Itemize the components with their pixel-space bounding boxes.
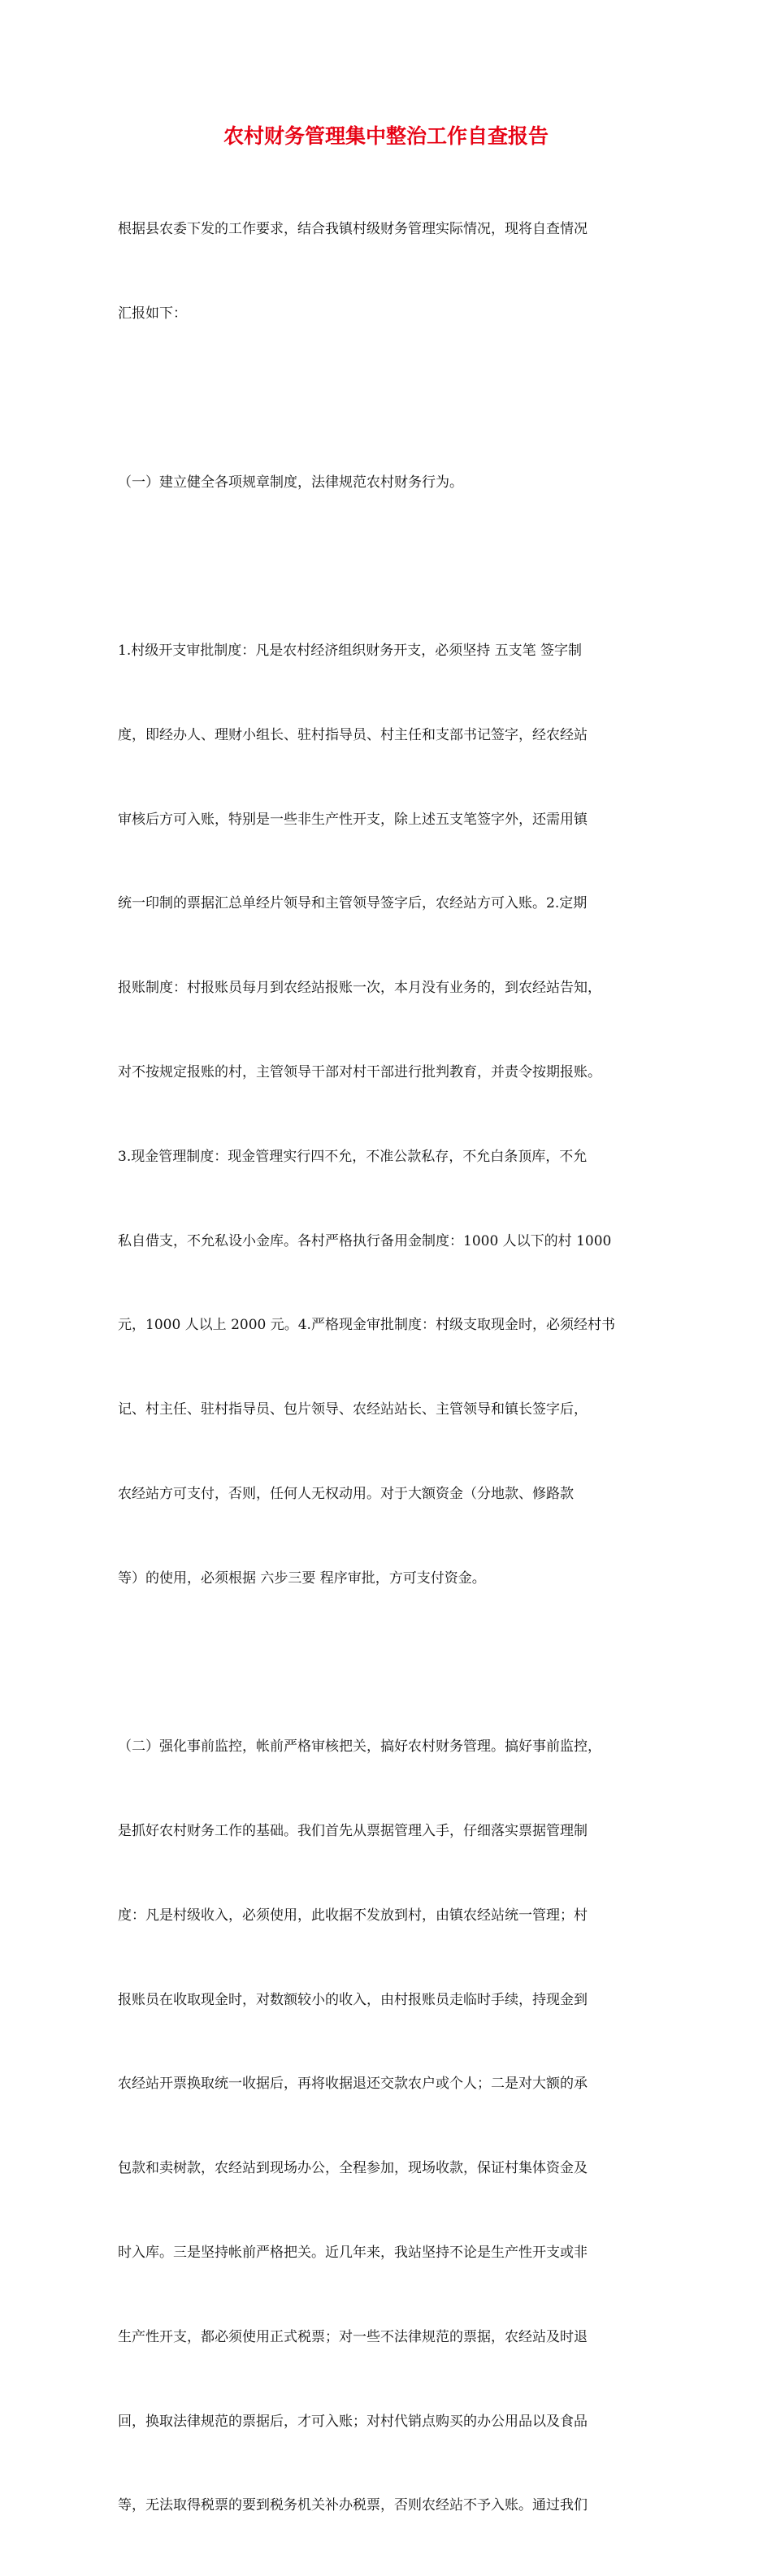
text-line: 时入库。三是坚持帐前严格把关。近几年来，我站坚持不论是生产性开支或非 bbox=[118, 2244, 588, 2261]
text-line: 对不按规定报账的村，主管领导干部对村干部进行批判教育，并责令按期报账。 bbox=[118, 1064, 601, 1080]
text-line: （一）建立健全各项规章制度，法律规范农村财务行为。 bbox=[118, 474, 463, 491]
text-line: 包款和卖树款，农经站到现场办公，全程参加，现场收款，保证村集体资金及 bbox=[118, 2160, 588, 2177]
section1-heading bbox=[118, 412, 654, 552]
text-line: （二）强化事前监控，帐前严格审核把关，搞好农村财务管理。搞好事前监控， bbox=[118, 1738, 601, 1756]
text-line: 1.村级开支审批制度：凡是农村经济组织财务开支，必须坚持 五支笔 签字制 bbox=[118, 643, 583, 660]
intro-paragraph bbox=[118, 159, 654, 384]
text-line: 回，换取法律规范的票据后，才可入账；对村代销点购买的办公用品以及食品 bbox=[118, 2413, 588, 2430]
section2-paragraph bbox=[118, 1677, 654, 2576]
paragraph-gap bbox=[118, 1648, 654, 1677]
document-title: 农村财务管理集中整治工作自查报告 bbox=[223, 124, 549, 148]
text-line: 报账制度：村报账员每月到农经站报账一次，本月没有业务的，到农经站告知， bbox=[118, 980, 601, 997]
text-line: 生产性开支，都必须使用正式税票；对一些不法律规范的票据，农经站及时退 bbox=[118, 2328, 588, 2345]
text-line: 农经站开票换取统一收据后，再将收据退还交款农户或个人；二是对大额的承 bbox=[118, 2076, 588, 2093]
text-line: 度：凡是村级收入，必须使用，此收据不发放到村，由镇农经站统一管理；村 bbox=[118, 1907, 588, 1924]
paragraph-gap bbox=[118, 384, 654, 413]
text-line: 根据县农委下发的工作要求，结合我镇村级财务管理实际情况，现将自查情况 bbox=[118, 221, 588, 238]
text-line: 审核后方可入账，特别是一些非生产性开支，除上述五支笔签字外，还需用镇 bbox=[118, 811, 588, 828]
text-line: 等）的使用，必须根据 六步三要 程序审批，方可支付资金。 bbox=[118, 1569, 486, 1587]
text-line: 记、村主任、驻村指导员、包片领导、农经站站长、主管领导和镇长签字后， bbox=[118, 1401, 588, 1418]
text-line: 度，即经办人、理财小组长、驻村指导员、村主任和支部书记签字，经农经站 bbox=[118, 726, 588, 743]
text-line: 是抓好农村财务工作的基础。我们首先从票据管理入手，仔细落实票据管理制 bbox=[118, 1823, 588, 1840]
text-line: 私自借支，不允私设小金库。各村严格执行备用金制度：1000 人以下的村 1000 bbox=[118, 1232, 612, 1249]
section1-paragraph bbox=[118, 581, 654, 1649]
text-line: 报账员在收取现金时，对数额较小的收入，由村报账员走临时手续，持现金到 bbox=[118, 1991, 588, 2008]
text-line: 农经站方可支付，否则，任何人无权动用。对于大额资金（分地款、修路款 bbox=[118, 1485, 574, 1502]
text-line: 3.现金管理制度：现金管理实行四不允，不准公款私存，不允白条顶库，不允 bbox=[118, 1148, 588, 1165]
text-line: 汇报如下： bbox=[118, 305, 187, 322]
document-body bbox=[118, 159, 654, 2576]
text-line: 元，1000 人以上 2000 元。4.严格现金审批制度：村级支取现金时，必须经村书 bbox=[118, 1317, 615, 1334]
text-line: 等，无法取得税票的要到税务机关补办税票，否则农经站不予入账。通过我们 bbox=[118, 2497, 588, 2514]
paragraph-gap bbox=[118, 552, 654, 581]
text-line: 统一印制的票据汇总单经片领导和主管领导签字后，农经站方可入账。2.定期 bbox=[118, 895, 588, 912]
